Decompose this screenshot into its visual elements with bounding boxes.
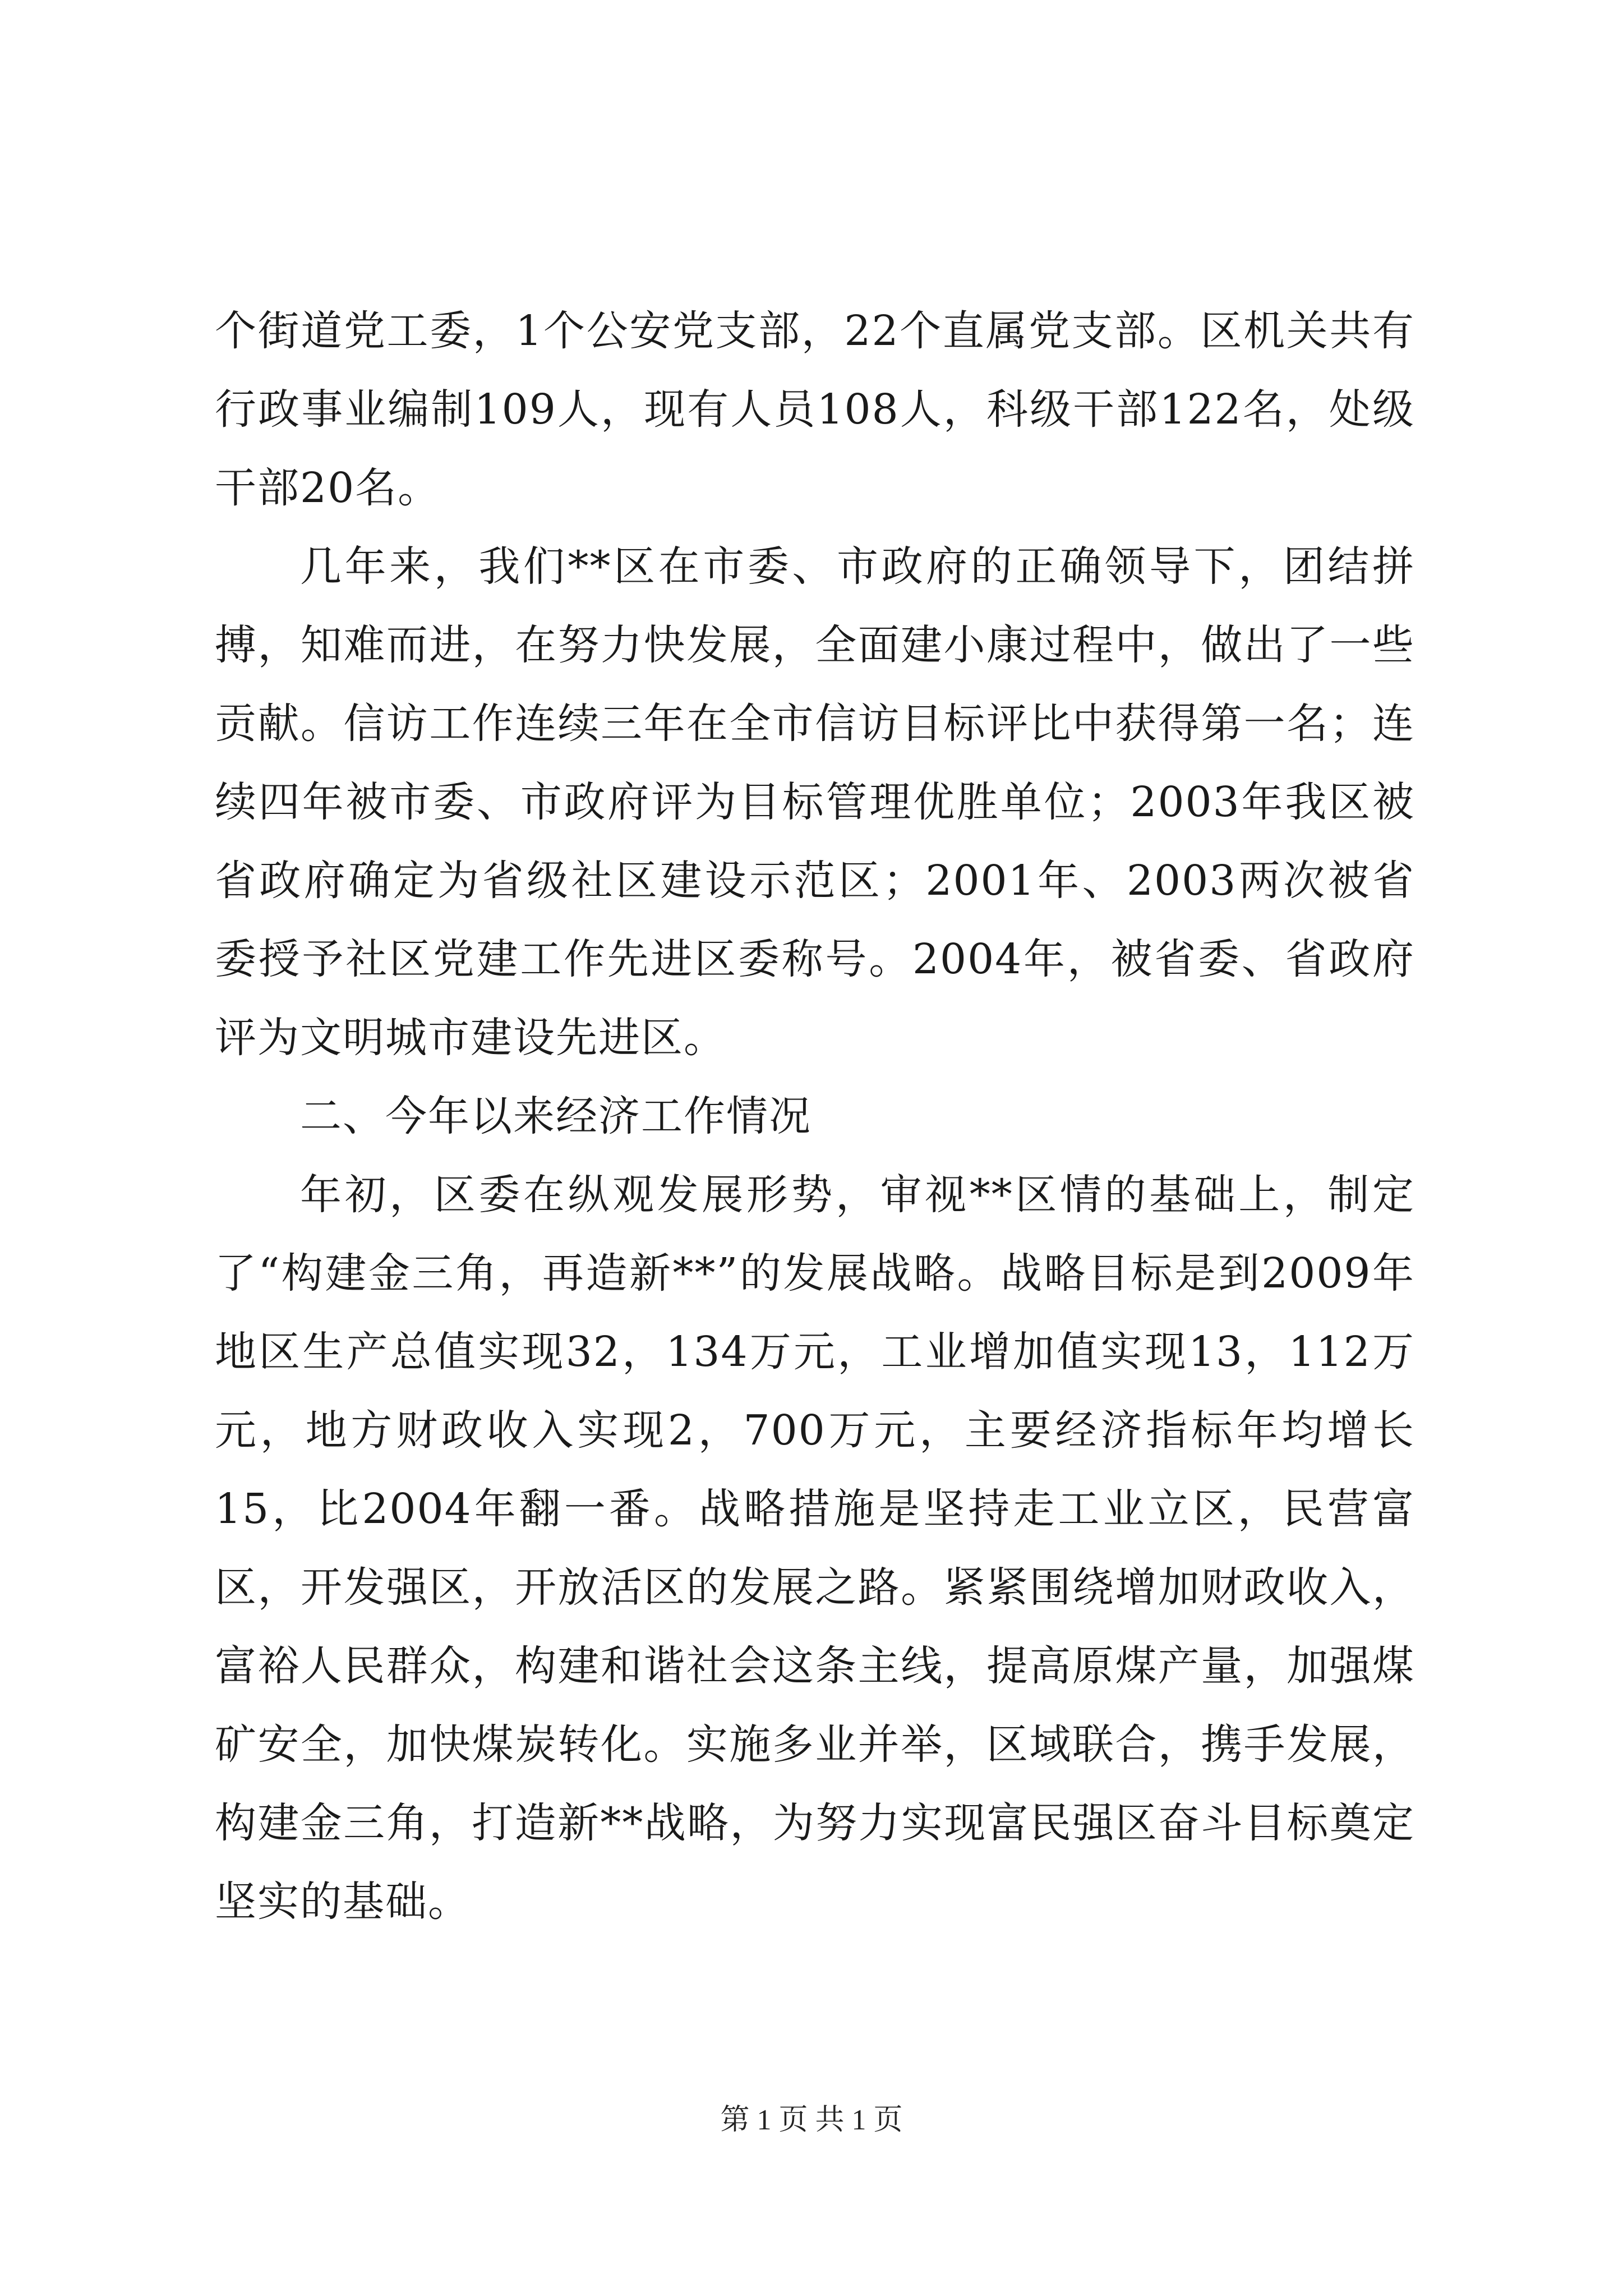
paragraph-economic-strategy: 年初，区委在纵观发展形势，审视**区情的基础上，制定了“构建金三角，再造新**”的发展战略。战略目标是到2009年地区生产总值实现32，134万元，工业增加值实现13，112万元，地方财政收入实现2，700万元，主要经济指标年均增长15，比2004年翻一番。战略措施是坚持走工业立区，民营富区，开发强区，开放活区的发展之路。紧紧围绕增加财政收入，富裕人民群众，构建和谐社会这条主线，提高原煤产量，加强煤矿安全，加快煤炭转化。实施多业并举，区域联合，携手发展，构建金三角，打造新**战略，为努力实现富民强区奋斗目标奠定坚实的基础。 [215,1171,1415,1926]
section-heading: 二、今年以来经济工作情况 [300,1092,811,1140]
paragraph-continuation: 个街道党工委，1个公安党支部，22个直属党支部。区机关共有行政事业编制109人，现有人员108人，科级干部122名，处级干部20名。 [215,307,1415,512]
page-footer: 第 1 页 共 1 页 [720,2104,903,2136]
document-body [215,292,1415,1941]
paragraph-achievements: 几年来，我们**区在市委、市政府的正确领导下，团结拼搏，知难而进，在努力快发展，全面建小康过程中，做出了一些贡献。信访工作连续三年在全市信访目标评比中获得第一名；连续四年被市委、市政府评为目标管理优胜单位；2003年我区被省政府确定为省级社区建设示范区；2001年、2003两次被省委授予社区党建工作先进区委称号。2004年，被省委、省政府评为文明城市建设先进区。 [215,542,1415,1062]
